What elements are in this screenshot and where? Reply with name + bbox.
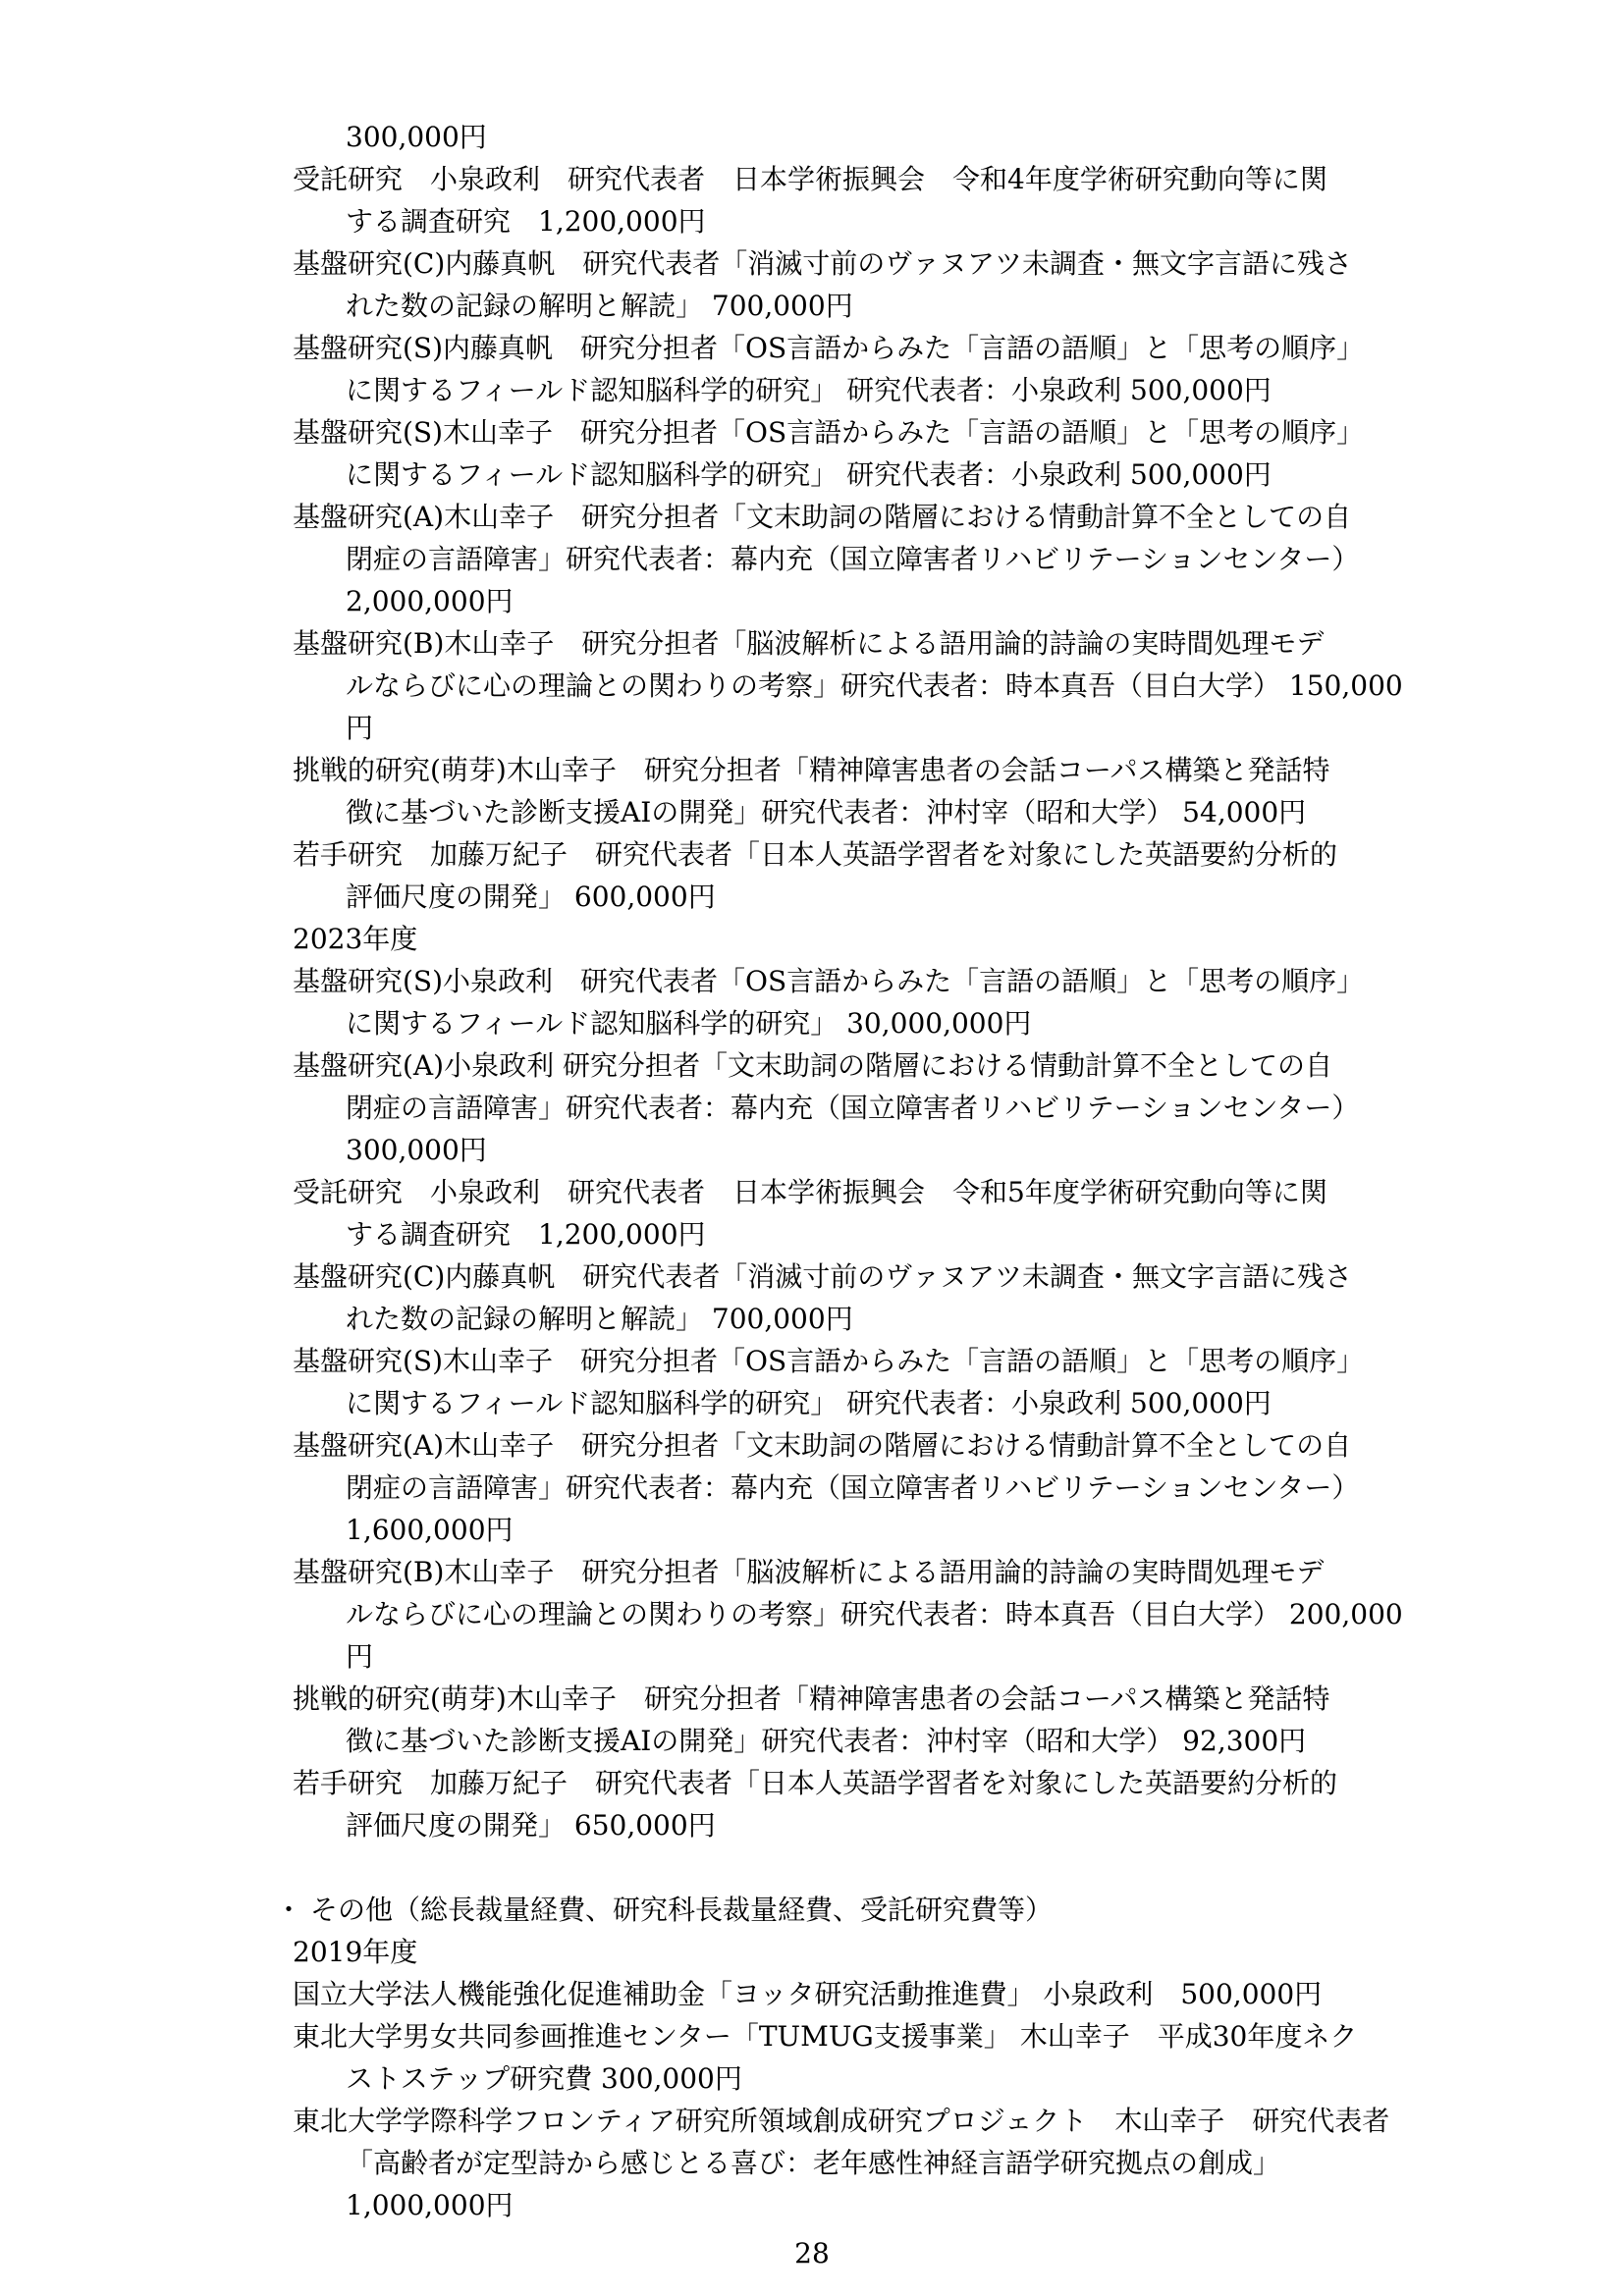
- page-number: 28: [794, 2237, 830, 2269]
- text-line: 基盤研究(S)木山幸子 研究分担者「OS言語からみた「言語の語順」と「思考の順序」: [293, 416, 1365, 449]
- text-line: 基盤研究(A)木山幸子 研究分担者「文末助詞の階層における情動計算不全としての自: [293, 1429, 1352, 1462]
- text-line: 評価尺度の開発」 600,000円: [346, 881, 716, 913]
- section-heading-text: その他（総長裁量経費、研究科長裁量経費、受託研究費等）: [310, 1894, 1054, 1926]
- text-line: 300,000円: [346, 1134, 487, 1166]
- text-line: 基盤研究(C)内藤真帆 研究代表者「消滅寸前のヴァヌアツ未調査・無文字言語に残さ: [293, 1260, 1352, 1293]
- section-gap: [293, 1846, 1392, 1889]
- text-line: 受託研究 小泉政利 研究代表者 日本学術振興会 令和4年度学術研究動向等に関: [293, 163, 1327, 195]
- text-line: 国立大学法人機能強化促進補助金「ヨッタ研究活動推進費」 小泉政利 500,000円: [293, 1978, 1323, 2010]
- text-line: 基盤研究(S)内藤真帆 研究分担者「OS言語からみた「言語の語順」と「思考の順序」: [293, 332, 1365, 364]
- text-line: 東北大学学際科学フロンティア研究所領域創成研究プロジェクト 木山幸子 研究代表者: [293, 2105, 1390, 2137]
- text-line: 基盤研究(B)木山幸子 研究分担者「脳波解析による語用論的詩論の実時間処理モデ: [293, 627, 1325, 660]
- text-line: 受託研究 小泉政利 研究代表者 日本学術振興会 令和5年度学術研究動向等に関: [293, 1176, 1327, 1208]
- text-line: 挑戦的研究(萌芽)木山幸子 研究分担者「精神障害患者の会話コーパス構築と発話特: [293, 754, 1330, 786]
- text-line: 1,600,000円: [346, 1514, 514, 1546]
- text-line: に関するフィールド認知脳科学的研究」 研究代表者：小泉政利 500,000円: [346, 1387, 1272, 1419]
- text-line: 基盤研究(A)小泉政利 研究分担者「文末助詞の階層における情動計算不全としての自: [293, 1049, 1332, 1082]
- text-line: れた数の記録の解明と解読」 700,000円: [346, 1303, 853, 1335]
- text-line: 円: [346, 712, 374, 744]
- text-line: 東北大学男女共同参画推進センター「TUMUG支援事業」 木山幸子 平成30年度ネク: [293, 2020, 1358, 2053]
- text-line: 基盤研究(C)内藤真帆 研究代表者「消滅寸前のヴァヌアツ未調査・無文字言語に残さ: [293, 247, 1352, 280]
- text-line: する調査研究 1,200,000円: [346, 205, 706, 238]
- text-line: する調査研究 1,200,000円: [346, 1218, 706, 1251]
- text-line: 徴に基づいた診断支援AIの開発」研究代表者：沖村宰（昭和大学） 92,300円: [346, 1725, 1307, 1757]
- year-heading: 2019年度: [293, 1936, 418, 1968]
- text-line: 評価尺度の開発」 650,000円: [346, 1809, 716, 1842]
- text-line: ストステップ研究費 300,000円: [346, 2062, 742, 2095]
- text-line: 基盤研究(S)小泉政利 研究代表者「OS言語からみた「言語の語順」と「思考の順序」: [293, 965, 1365, 997]
- text-line: 閉症の言語障害」研究代表者：幕内充（国立障害者リハビリテーションセンター）: [346, 543, 1360, 575]
- text-line: 基盤研究(A)木山幸子 研究分担者「文末助詞の階層における情動計算不全としての自: [293, 501, 1352, 533]
- section-heading-other: [275, 1889, 1392, 1931]
- text-line: 300,000円: [346, 121, 487, 153]
- bullet-icon: ・: [275, 1894, 303, 1926]
- text-line: 徴に基づいた診断支援AIの開発」研究代表者：沖村宰（昭和大学） 54,000円: [346, 796, 1307, 828]
- text-line: 基盤研究(S)木山幸子 研究分担者「OS言語からみた「言語の語順」と「思考の順序」: [293, 1345, 1365, 1377]
- text-line: れた数の記録の解明と解読」 700,000円: [346, 290, 853, 322]
- text-line: に関するフィールド認知脳科学的研究」 研究代表者：小泉政利 500,000円: [346, 458, 1272, 491]
- text-line: に関するフィールド認知脳科学的研究」 研究代表者：小泉政利 500,000円: [346, 374, 1272, 406]
- year-heading: 2023年度: [293, 923, 418, 955]
- text-line: 閉症の言語障害」研究代表者：幕内充（国立障害者リハビリテーションセンター）: [346, 1471, 1360, 1504]
- text-line: 若手研究 加藤万紀子 研究代表者「日本人英語学習者を対象にした英語要約分析的: [293, 1767, 1338, 1799]
- text-line: ルならびに心の理論との関わりの考察」研究代表者：時本真吾（目白大学） 200,000: [346, 1598, 1403, 1630]
- text-line: 閉症の言語障害」研究代表者：幕内充（国立障害者リハビリテーションセンター）: [346, 1092, 1360, 1124]
- text-line: 円: [346, 1640, 374, 1673]
- text-line: 基盤研究(B)木山幸子 研究分担者「脳波解析による語用論的詩論の実時間処理モデ: [293, 1556, 1325, 1588]
- text-line: 「高齢者が定型詩から感じとる喜び：老年感性神経言語学研究拠点の創成」: [346, 2147, 1281, 2179]
- text-line: ルならびに心の理論との関わりの考察」研究代表者：時本真吾（目白大学） 150,000: [346, 669, 1403, 702]
- text-line: 1,000,000円: [346, 2189, 514, 2221]
- text-line: に関するフィールド認知脳科学的研究」 30,000,000円: [346, 1007, 1032, 1040]
- text-line: 若手研究 加藤万紀子 研究代表者「日本人英語学習者を対象にした英語要約分析的: [293, 838, 1338, 871]
- text-line: 挑戦的研究(萌芽)木山幸子 研究分担者「精神障害患者の会話コーパス構築と発話特: [293, 1682, 1330, 1715]
- text-line: 2,000,000円: [346, 585, 514, 617]
- page-content: [275, 116, 1403, 2226]
